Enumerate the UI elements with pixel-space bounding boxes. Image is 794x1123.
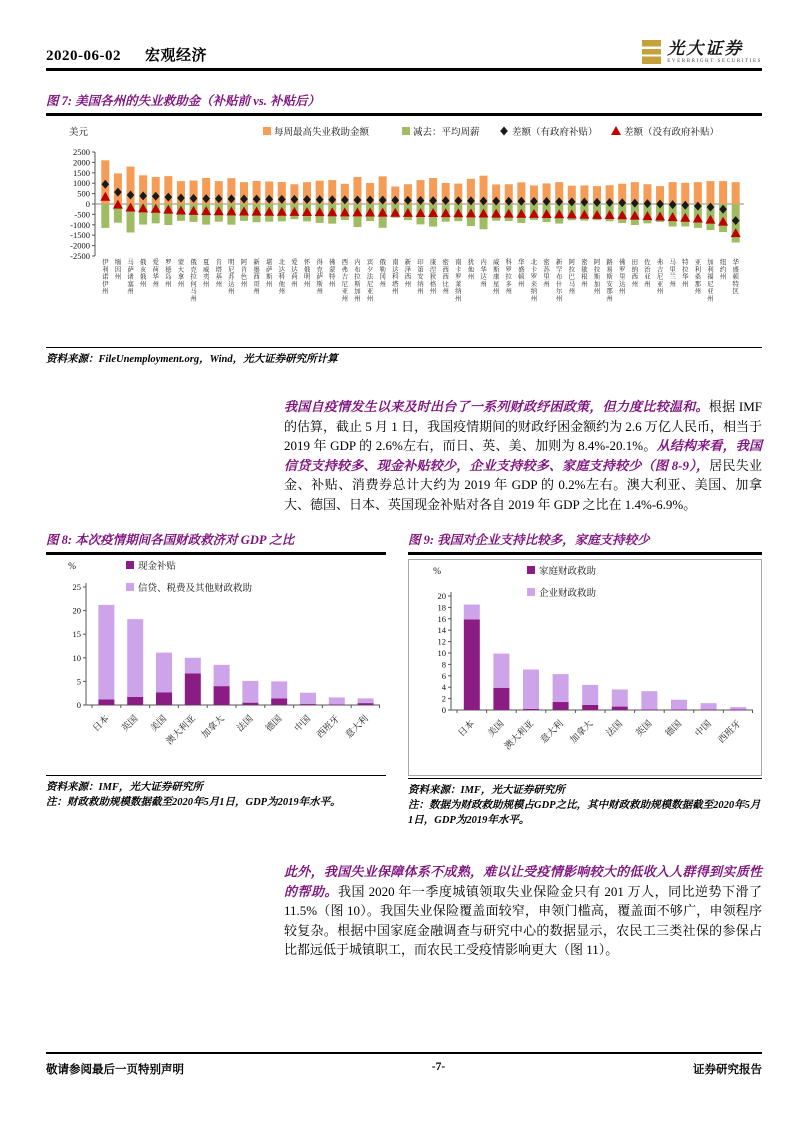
svg-text:8: 8 <box>441 659 446 670</box>
state-label: 爱荷华州 <box>152 259 159 288</box>
stack-bottom-bar <box>464 619 480 710</box>
country-label: 澳大利亚 <box>164 713 198 747</box>
state-label: 华盛顿州 <box>518 259 525 288</box>
figure8-chart <box>46 555 386 773</box>
state-label: 特拉华州 <box>682 259 689 288</box>
svg-text:-500: -500 <box>74 209 90 220</box>
state-label: 明尼苏达州 <box>228 259 235 296</box>
page-header <box>46 0 762 71</box>
svg-text:12: 12 <box>437 636 446 647</box>
state-label: 密西西比州 <box>442 259 449 296</box>
state-label: 新罕布什尔州 <box>555 259 563 303</box>
state-label: 科罗拉多州 <box>505 259 512 296</box>
svg-text:10: 10 <box>72 652 81 663</box>
state-label: 印第安纳州 <box>417 259 424 296</box>
state-label: 俄勒冈州 <box>379 259 386 288</box>
state-label: 新墨西哥州 <box>253 259 260 296</box>
figure9-source: 资料来源：IMF，光大证券研究所 <box>408 785 565 796</box>
country-label: 加拿大 <box>568 718 595 745</box>
stack-bottom-bar <box>701 709 717 710</box>
state-label: 田纳西州 <box>631 259 639 288</box>
fig9-bars <box>464 605 746 710</box>
stack-top-bar <box>185 658 201 674</box>
stack-bottom-bar <box>612 707 628 710</box>
svg-text:10: 10 <box>437 648 446 658</box>
logo-name-cn: 光大证券 <box>667 39 744 58</box>
stack-top-bar <box>641 691 657 709</box>
svg-text:现金补贴: 现金补贴 <box>138 562 177 572</box>
state-label: 伊利诺伊州 <box>102 259 109 296</box>
figure7-source: 资料来源：FileUnemployment.org，Wind，光大证券研究所计算 <box>46 347 762 367</box>
country-label: 英国 <box>119 713 140 734</box>
figure7-chart <box>50 122 762 345</box>
benefit-bar <box>706 181 714 204</box>
svg-text:0: 0 <box>76 700 81 710</box>
diamond-marker <box>500 127 508 136</box>
state-label: 内华达州 <box>480 259 487 288</box>
stack-top-bar <box>127 619 143 697</box>
stack-bottom-bar <box>300 704 316 705</box>
state-label: 弗吉尼亚州 <box>656 259 664 296</box>
state-label: 佛罗里达州 <box>619 259 626 296</box>
stack-bottom-bar <box>358 703 374 705</box>
state-label: 内布拉斯加州 <box>354 259 361 303</box>
everbright-logo-icon <box>642 40 661 64</box>
stack-bottom-bar <box>98 699 114 705</box>
stack-bottom-bar <box>185 673 201 705</box>
page-footer <box>46 1052 762 1077</box>
country-label: 法国 <box>604 718 625 739</box>
state-label: 华盛顿特区 <box>732 259 739 296</box>
state-label: 罗德岛州 <box>165 259 172 288</box>
fig7-legend <box>263 126 719 138</box>
svg-text:企业财政救助: 企业财政救助 <box>539 589 597 599</box>
figure8-chart-svg <box>46 555 386 768</box>
state-label: 爱达荷州 <box>291 259 298 288</box>
state-label: 阿拉斯加州 <box>593 259 601 296</box>
fig9-legend <box>527 565 597 599</box>
country-label: 澳大利亚 <box>502 718 536 752</box>
state-label: 纽约州 <box>719 259 727 281</box>
svg-text:25: 25 <box>72 582 81 592</box>
state-label: 夏威夷州 <box>202 259 210 288</box>
state-label: 俄亥俄州 <box>139 259 147 288</box>
report-section: 宏观经济 <box>145 48 208 64</box>
svg-text:500: 500 <box>77 188 90 199</box>
stack-bottom-bar <box>271 698 287 705</box>
svg-text:减去：平均周薪: 减去：平均周薪 <box>413 128 480 138</box>
stack-top-bar <box>612 689 628 706</box>
svg-text:差额（有政府补贴）: 差额（有政府补贴） <box>512 128 598 138</box>
footer-disclaimer: 敬请参阅最后一页特别声明 <box>46 1064 184 1076</box>
svg-text:2000: 2000 <box>73 157 90 168</box>
figure7-title: 图 7: 美国各州的失业救助金（补贴前 vs. 补贴后） <box>46 91 762 116</box>
country-label: 意大利 <box>538 718 566 745</box>
state-label: 加利福尼亚州 <box>707 259 714 303</box>
state-label: 宾夕法尼亚州 <box>366 259 374 303</box>
country-label: 日本 <box>456 718 477 739</box>
country-label: 美国 <box>485 718 506 739</box>
state-label: 俄克拉何马州 <box>190 259 197 303</box>
svg-text:16: 16 <box>437 613 446 624</box>
stack-bottom-bar <box>553 702 569 710</box>
everbright-logo-text <box>667 40 762 64</box>
svg-text:4: 4 <box>441 682 446 693</box>
state-label: 阿拉巴马州 <box>568 259 575 296</box>
state-label: 蒙大拿州 <box>177 259 185 288</box>
figure8-caption <box>46 775 386 810</box>
fig9-x-labels <box>455 710 752 751</box>
svg-text:1000: 1000 <box>73 178 90 189</box>
country-label: 德国 <box>263 713 284 734</box>
fig8-legend <box>126 560 253 594</box>
state-label: 西弗吉尼亚州 <box>341 259 349 303</box>
figure8-title: 图 8: 本次疫情期间各国财政救济对 GDP 之比 <box>46 530 386 555</box>
svg-text:家庭财政救助: 家庭财政救助 <box>539 567 597 577</box>
country-label: 意大利 <box>343 713 371 740</box>
footer-page-number: -7- <box>431 1061 446 1073</box>
state-label: 康涅狄格州 <box>429 259 437 296</box>
country-label: 中国 <box>692 718 714 739</box>
svg-text:2: 2 <box>441 693 446 704</box>
svg-text:美元: 美元 <box>68 128 88 138</box>
text-segment: 从结构来看，我国信贷支持较多、现金补贴较少，企业支持较多、家庭支持较少（图 8-9）， <box>284 438 762 473</box>
stack-top-bar <box>730 707 746 709</box>
state-label: 犹他州 <box>467 259 475 281</box>
svg-text:-1000: -1000 <box>70 219 90 230</box>
stack-bottom-bar <box>671 709 687 710</box>
everbright-logo <box>642 40 762 64</box>
fig7-x-labels <box>102 257 739 303</box>
figure9-chart <box>408 559 762 776</box>
stack-top-bar <box>701 703 717 709</box>
fig8-bars <box>98 605 373 705</box>
fig9-y-axis <box>438 591 452 715</box>
stack-top-bar <box>271 681 287 698</box>
state-label: 佐治亚州 <box>644 259 651 288</box>
stack-top-bar <box>300 693 316 704</box>
fig7-y-axis <box>70 147 95 261</box>
country-label: 法国 <box>234 713 255 734</box>
state-label: 亚利桑那州 <box>694 259 702 296</box>
fig8-y-axis <box>73 582 87 710</box>
stack-bottom-bar <box>641 709 657 710</box>
stack-bottom-bar <box>127 697 143 705</box>
stack-top-bar <box>358 698 374 703</box>
svg-text:0: 0 <box>85 199 90 209</box>
country-label: 德国 <box>663 718 684 739</box>
stack-bottom-bar <box>523 709 539 710</box>
text-segment: 我国 2020 年一季度城镇领取失业保险金只有 201 万人，同比逆势下滑了 11.5%（图 10）。我国失业保险覆盖面较窄，申领门槛高，覆盖面不够广，申领程序较复杂。根据中国家庭金融调查与研究中心的数据显示，农民工三类社保的参保占比都远低于城镇职工，而农民工受疫情影响更大（图 11）。 <box>284 883 762 957</box>
stack-top-bar <box>214 665 230 686</box>
stack-top-bar <box>493 654 509 688</box>
state-label: 马里兰州 <box>669 259 676 288</box>
country-label: 西班牙 <box>716 718 743 745</box>
report-date: 2020-06-02 <box>46 48 121 64</box>
svg-text:5: 5 <box>76 676 81 687</box>
figure9-column <box>408 530 762 828</box>
state-label: 南达科塔州 <box>392 259 399 296</box>
figure-row <box>46 530 762 828</box>
wage-bar <box>101 204 109 228</box>
fig8-x-labels <box>90 705 379 746</box>
figure9-caption <box>408 778 762 828</box>
stack-bottom-bar <box>582 705 598 710</box>
text-segment: 此外，我国失业保障体系不成熟，难以让受疫情影响较大的低收入人群得到实质性的帮助。 <box>284 864 762 899</box>
stack-bottom-bar <box>242 703 258 705</box>
svg-text:20: 20 <box>437 591 446 601</box>
figure9-title: 图 9: 我国对企业支持比较多，家庭支持较少 <box>408 530 762 555</box>
text-segment: 居民失业金、补贴、消费券总计大约为 2019 年 GDP 的 0.2%左右。澳大利亚、美国、加拿大、德国、日本、英国现金补贴对各自 2019 年 GDP 之比在 1.4%-6.9%。 <box>284 457 762 512</box>
svg-text:18: 18 <box>437 602 446 613</box>
stack-top-bar <box>464 605 480 620</box>
svg-text:-2000: -2000 <box>70 240 90 251</box>
svg-text:15: 15 <box>72 629 81 640</box>
text-segment: 根据 IMF 的估算，截止 5 月 1 日，我国疫情期间的财政纾困金额约为 2.6 万亿人民币，相当于 2019 年 GDP 的 2.6%左右，而日、英、美、加则为 8.4%-20.1%。 <box>284 399 762 453</box>
state-label: 缅因州 <box>114 259 122 281</box>
country-label: 英国 <box>633 718 654 739</box>
country-label: 加拿大 <box>199 713 227 740</box>
state-label: 威斯康星州 <box>492 259 500 296</box>
svg-text:20: 20 <box>72 605 81 616</box>
state-label: 怀俄明州 <box>303 259 311 288</box>
state-label: 肯塔基州 <box>215 259 222 288</box>
svg-text:14: 14 <box>437 625 446 636</box>
figure9-chart-svg <box>409 560 761 770</box>
figure8-source: 资料来源：IMF，光大证券研究所 <box>46 782 203 793</box>
stack-top-bar <box>553 674 569 702</box>
stack-top-bar <box>242 681 258 703</box>
svg-text:6: 6 <box>441 670 446 681</box>
state-label: 得克萨斯州 <box>316 259 323 296</box>
stack-top-bar <box>523 670 539 709</box>
stack-bottom-bar <box>214 686 230 705</box>
figure8-column <box>46 530 386 828</box>
logo-name-en: EVERBRIGHT SECURITIES <box>667 59 762 64</box>
state-label: 密歇根州 <box>581 259 588 288</box>
figure9-note: 注：数据为财政救助规模占GDP之比，其中财政救助规模数据截至2020年5月1日，GDP为2019年水平。 <box>408 800 761 826</box>
state-label: 密苏里州 <box>543 259 550 288</box>
figure7-chart-svg <box>50 122 750 340</box>
svg-text:-1500: -1500 <box>70 230 90 241</box>
state-label: 佛蒙特州 <box>329 259 336 288</box>
header-left <box>46 44 207 65</box>
country-label: 美国 <box>148 713 169 734</box>
text-segment: 我国自疫情发生以来及时出台了一系列财政纾困政策，但力度比较温和。 <box>284 399 709 414</box>
state-label: 北达科他州 <box>278 259 286 296</box>
svg-text:-2500: -2500 <box>70 251 90 261</box>
svg-text:%: % <box>433 567 441 577</box>
svg-text:2500: 2500 <box>73 147 90 157</box>
state-label: 马萨诸塞州 <box>127 259 134 296</box>
state-label: 路易斯安那州 <box>606 259 613 303</box>
stack-top-bar <box>98 605 114 699</box>
svg-text:每周最高失业救助金额: 每周最高失业救助金额 <box>274 128 370 138</box>
paragraph-1 <box>284 397 762 514</box>
country-label: 中国 <box>292 713 313 734</box>
paragraph-2 <box>284 862 762 960</box>
state-label: 新泽西州 <box>404 259 412 288</box>
svg-text:%: % <box>68 562 76 572</box>
stack-bottom-bar <box>156 692 172 705</box>
benefit-bar <box>694 182 702 204</box>
state-label: 南卡罗莱纳州 <box>455 259 462 303</box>
state-label: 阿肯色州 <box>240 259 248 288</box>
stack-top-bar <box>582 685 598 705</box>
state-label: 堪萨斯州 <box>266 259 273 288</box>
country-label: 日本 <box>90 713 111 734</box>
svg-text:0: 0 <box>441 705 446 715</box>
stack-top-bar <box>156 653 172 693</box>
svg-text:1500: 1500 <box>73 167 90 178</box>
state-label: 北卡罗来纳州 <box>530 259 538 303</box>
benefit-bar <box>719 181 727 204</box>
footer-report-type: 证券研究报告 <box>692 1064 762 1076</box>
stack-top-bar <box>329 697 345 704</box>
svg-text:信贷、税费及其他财政救助: 信贷、税费及其他财政救助 <box>138 584 253 594</box>
figure8-note: 注：财政救助规模数据截至2020年5月1日，GDP为2019年水平。 <box>46 797 341 808</box>
country-label: 西班牙 <box>314 713 342 740</box>
stack-top-bar <box>671 700 687 710</box>
triangle-marker <box>611 126 621 135</box>
benefit-bar <box>732 182 740 204</box>
stack-bottom-bar <box>493 688 509 710</box>
stack-bottom-bar <box>730 709 746 710</box>
svg-text:差额（没有政府补贴）: 差额（没有政府补贴） <box>624 128 720 138</box>
